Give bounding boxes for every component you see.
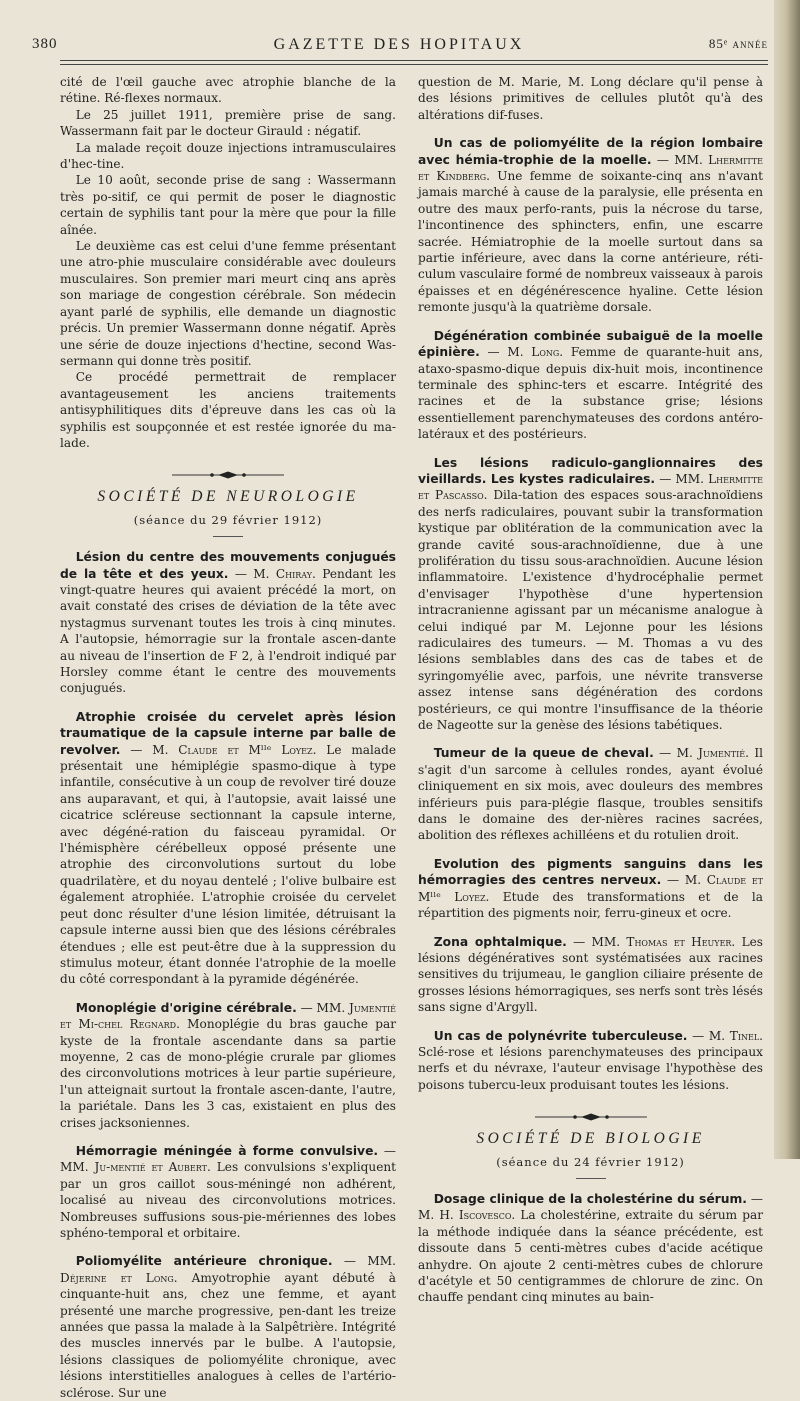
report-body: Etude des transformations et de la répartition des pigments noir, ferru-gineux et ocre. <box>418 889 763 921</box>
intro-paragraph: cité de l'œil gauche avec atrophie blanche de la rétine. Ré-flexes normaux. <box>60 75 396 106</box>
report-item <box>418 1028 763 1094</box>
report-authors: — M. Claude et Mˡˡᵉ Loyez. <box>418 873 764 904</box>
report-item <box>418 135 763 315</box>
report-authors: — M. Jumentié. <box>659 746 749 761</box>
report-heading: Atrophie croisée du cervelet après lésion traumatique de la capsule interne par balle de revolver. <box>60 709 396 757</box>
report-body: La cholestérine, extraite du sérum par la méthode indiquée dans la séance précédente, est dissoute dans 5 centi-mètres cubes d'acide acétique anhydre. On ajoute 2 centi-mètres cubes de chlorure d'acétyle et 50 centigrammes de chlorure de zinc. On chauffe pendant cinq minutes au bain- <box>418 1208 763 1305</box>
report-heading: Un cas de poliomyélite de la région lombaire avec hémia-trophie de la moelle. <box>418 136 763 167</box>
ornament-icon <box>531 1113 651 1121</box>
report-authors: — M. Long. <box>487 345 564 360</box>
society-session-date: (séance du 29 février 1912) <box>133 512 323 527</box>
report-body: Dila-tation des espaces sous-arachnoïdiens des nerfs radiculaires, pouvant subir la transformation kystique par oblitération de la communication avec la grande cavité sous-arachnoïdienne, due à une prolifération du tissu sous-arachnoïdien. Aucune lésion inflammatoire. L'existence d'hydrocéphalie permet d'envisager l'hypothèse d'une hypertension intracranienne agissant par un mécanisme analogue à celui indiqué par M. Lejonne pour les lésions radiculaires des tumeurs. — M. Thomas a vu des lésions semblables dans des cas de tabes et de syringomyélie avec, parfois, une névrite transverse assez intense sans dégénération des cordons postérieurs, ce qui montre l'insuffisance de la théorie de Nageotte sur la genèse des lésions tabétiques. <box>418 488 763 733</box>
report-heading: Dosage clinique de la cholestérine du sérum. <box>433 1191 747 1206</box>
report-authors: — MM. Lhermitte et Kindberg. <box>418 152 763 184</box>
report-item <box>60 549 396 697</box>
intro-paragraph: Ce procédé permettrait de remplacer avantageusement les anciens traitements antisyphilitiques dits d'épreuve dans les cas où la syphilis est soupçonnée et est restée ignorée du ma-lade. <box>60 370 396 450</box>
report-heading: Zona ophtalmique. <box>433 934 567 949</box>
society-heading-biologie <box>418 1113 763 1179</box>
report-item <box>60 1000 396 1131</box>
report-heading: Poliomyélite antérieure chronique. <box>75 1254 333 1269</box>
report-authors: — M. H. Iscovesco. <box>418 1191 763 1223</box>
report-item <box>60 1253 396 1401</box>
intro-paragraph: Le deuxième cas est celui d'une femme présentant une atro-phie musculaire considérable avec douleurs musculaires. Son premier mari meurt cinq ans après son mariage de congestion cérébrale. Son médecin ayant parlé de syphilis, elle demande un diagnostic précis. Un premier Wassermann donne négatif. Après une série de douze injections d'hectine, second Was-sermann qui donne très positif. <box>60 239 396 368</box>
report-heading: Dégénération combinée subaiguë de la moelle épinière. <box>418 328 763 360</box>
report-authors: — MM. Déjerine et Long. <box>60 1254 396 1285</box>
volume-year: 85ᵉ année <box>708 36 768 51</box>
report-authors: — MM. Lhermitte et Pascasso. <box>418 471 763 503</box>
intro-paragraph: question de M. Marie, M. Long déclare qu'il pense à des lésions primitives de cellules plutôt qu'à des altérations dif-fuses. <box>418 75 763 122</box>
report-heading: Un cas de polynévrite tuberculeuse. <box>433 1028 688 1043</box>
report-heading: Les lésions radiculo-ganglionnaires des vieillards. Les kystes radiculaires. <box>418 455 763 486</box>
journal-title: GAZETTE DES HOPITAUX <box>273 36 525 53</box>
report-authors: — M. Claude et Mˡˡᵉ Loyez. <box>130 742 317 757</box>
report-body: Le malade présentait une hémiplégie spasmo-dique à type infantile, consécutive à un coup de revolver tiré douze ans auparavant, et qui, à l'autopsie, avait laissé une cicatrice scléreuse sectionnant la capsule interne, avec dégéné-ration du faisceau pyramidal. Or l'hémisphère cérébelleux opposé présente une atrophie des circonvolutions surtout du lobe quadrilatère, et du noyau dentelé ; l'olive bulbaire est également atrophiée. L'atrophie croisée du cervelet peut donc résulter d'une lésion limitée, détruisant la capsule interne aussi bien que des lésions cérébrales étendues ; elle est peut-être due à la suppression du stimulus moteur, étant donnée l'atrophie de la moelle du côté correspondant à la pyramide dégénérée. <box>60 742 396 987</box>
intro-paragraph: La malade reçoit douze injections intramusculaires d'hec-tine. <box>60 140 396 172</box>
intro-paragraph: Le 25 juillet 1911, première prise de sang. Wassermann fait par le docteur Girauld : négatif. <box>60 107 396 139</box>
report-heading: Hémorragie méningée à forme convulsive. <box>75 1143 379 1158</box>
report-item <box>418 856 763 922</box>
report-body: Amyotrophie ayant débuté à cinquante-huit ans, chez une femme, et ayant présenté une marche progressive, pen-dant les treize années que passa la malade à la Salpêtrière. Intégrité des muscles innervés par le bulbe. A l'autopsie, lésions classiques de poliomyélite chronique, avec lésions interstitielles analogues à celles de l'artério-sclérose. Sur une <box>60 1270 397 1400</box>
report-item <box>418 328 763 443</box>
report-item <box>418 745 763 843</box>
header-rule-bottom <box>60 64 768 65</box>
report-body: Il s'agit d'un sarcome à cellules rondes, ayant évolué cliniquement en six mois, avec douleurs des membres inférieurs puis para-plégie flasque, troubles sensitifs dans le domaine des der-nières racines sacrées, abolition des réflexes achilléens et du rotulien droit. <box>418 746 763 843</box>
report-heading: Monoplégie d'origine cérébrale. <box>75 1000 297 1015</box>
report-body: Une femme de soixante-cinq ans n'avant jamais marché à cause de la paralysie, elle présenta en outre des maux perfo-rants, puis la nécrose du tarse, l'incontinence des sphincters, enfin, une escarre sacrée. Hémiatrophie de la moelle surtout dans sa partie inférieure, avec dans la corne antérieure, réti-culum vasculaire formé de nombreux vaisseaux à parois épaisses et en dégénérescence hyaline. Cette lésion remonte jusqu'à la quatrième dorsale. <box>418 169 764 315</box>
report-item <box>418 934 763 1016</box>
page-header <box>30 36 768 60</box>
divider <box>576 1178 606 1179</box>
report-body: Monoplégie du bras gauche par kyste de la frontale ascendante dans sa partie moyenne, 2 cas de mono-plégie crurale par gliomes des circonvolutions motrices à leur partie supérieure, l'un atteignait surtout la frontale ascen-dante, l'autre, la pariétale. Dans les 3 cas, existaient en plus des crises jacksoniennes. <box>60 1017 396 1130</box>
report-item <box>418 1191 763 1306</box>
report-authors: — MM. Thomas et Heuyer. <box>573 934 736 949</box>
report-authors: — M. Chiray. <box>234 566 316 581</box>
report-body: Femme de quarante-huit ans, ataxo-spasmo-dique depuis dix-huit mois, incontinence terminale des sphinc-ters et escarre. Intégrité des racines et de la substance grise; lésions essentiellement parenchymateuses des cordons antéro-latéraux et des postérieurs. <box>418 345 763 442</box>
report-heading: Evolution des pigments sanguins dans les hémorragies des centres nerveux. <box>418 856 763 888</box>
right-column <box>418 74 764 1305</box>
report-heading: Lésion du centre des mouvements conjugués de la tête et des yeux. <box>60 550 396 581</box>
ornament-icon <box>168 471 288 479</box>
report-body: Pendant les vingt-quatre heures qui avaient précédé la mort, on avait constaté des crises de déviation de la tête avec nystagmus survenant toutes les trois à cinq minutes. A l'autopsie, hémorragie sur la frontale ascen-dante au niveau de l'insertion de F 2, à l'endroit indiqué par Horsley comme étant le centre des mouvements conjugués. <box>60 566 396 696</box>
report-heading: Tumeur de la queue de cheval. <box>433 746 654 761</box>
report-body: Les convulsions s'expliquent par un gros caillot sous-méningé non adhérent, localisé au niveau des circonvolutions motrices. Nombreuses suffusions sous-pie-mériennes des lobes sphéno-temporal et orbitaire. <box>60 1160 396 1240</box>
page-number: 380 <box>32 36 58 52</box>
report-authors: — MM. Ju-mentié et Aubert. <box>60 1143 396 1175</box>
intro-paragraph: Le 10 août, seconde prise de sang : Wassermann très po-sitif, ce qui permit de poser le diagnostic certain de syphilis tant pour la mère que pour la fille aînée. <box>60 173 396 237</box>
report-body: Sclé-rose et lésions parenchymateuses des principaux nerfs et du névraxe, l'auteur envisage l'hypothèse des poisons tubercu-leux produisant toutes les lésions. <box>418 1044 763 1092</box>
left-column <box>60 74 397 1400</box>
report-authors: — MM. Jumentié et Mi-chel Regnard. <box>60 1000 396 1032</box>
society-title: SOCIÉTÉ DE NEUROLOGIE <box>97 488 359 506</box>
report-item <box>60 1143 396 1241</box>
page-edge-shadow <box>774 0 800 1159</box>
report-item <box>418 455 763 734</box>
report-authors: — M. Tinel. <box>692 1028 763 1043</box>
society-heading-neurologie <box>60 471 396 537</box>
society-title: SOCIÉTÉ DE BIOLOGIE <box>476 1130 705 1148</box>
report-item <box>60 709 396 988</box>
report-body: Les lésions dégénératives sont systématisées aux racines sensitives du trijumeau, le ganglion ciliaire présente de grosses lésions hémorragiques, ses nerfs sont très lésés sans signe d'Argyll. <box>418 934 763 1015</box>
society-session-date: (séance du 24 février 1912) <box>496 1154 685 1169</box>
divider <box>213 536 243 537</box>
header-rule-top <box>60 60 768 61</box>
